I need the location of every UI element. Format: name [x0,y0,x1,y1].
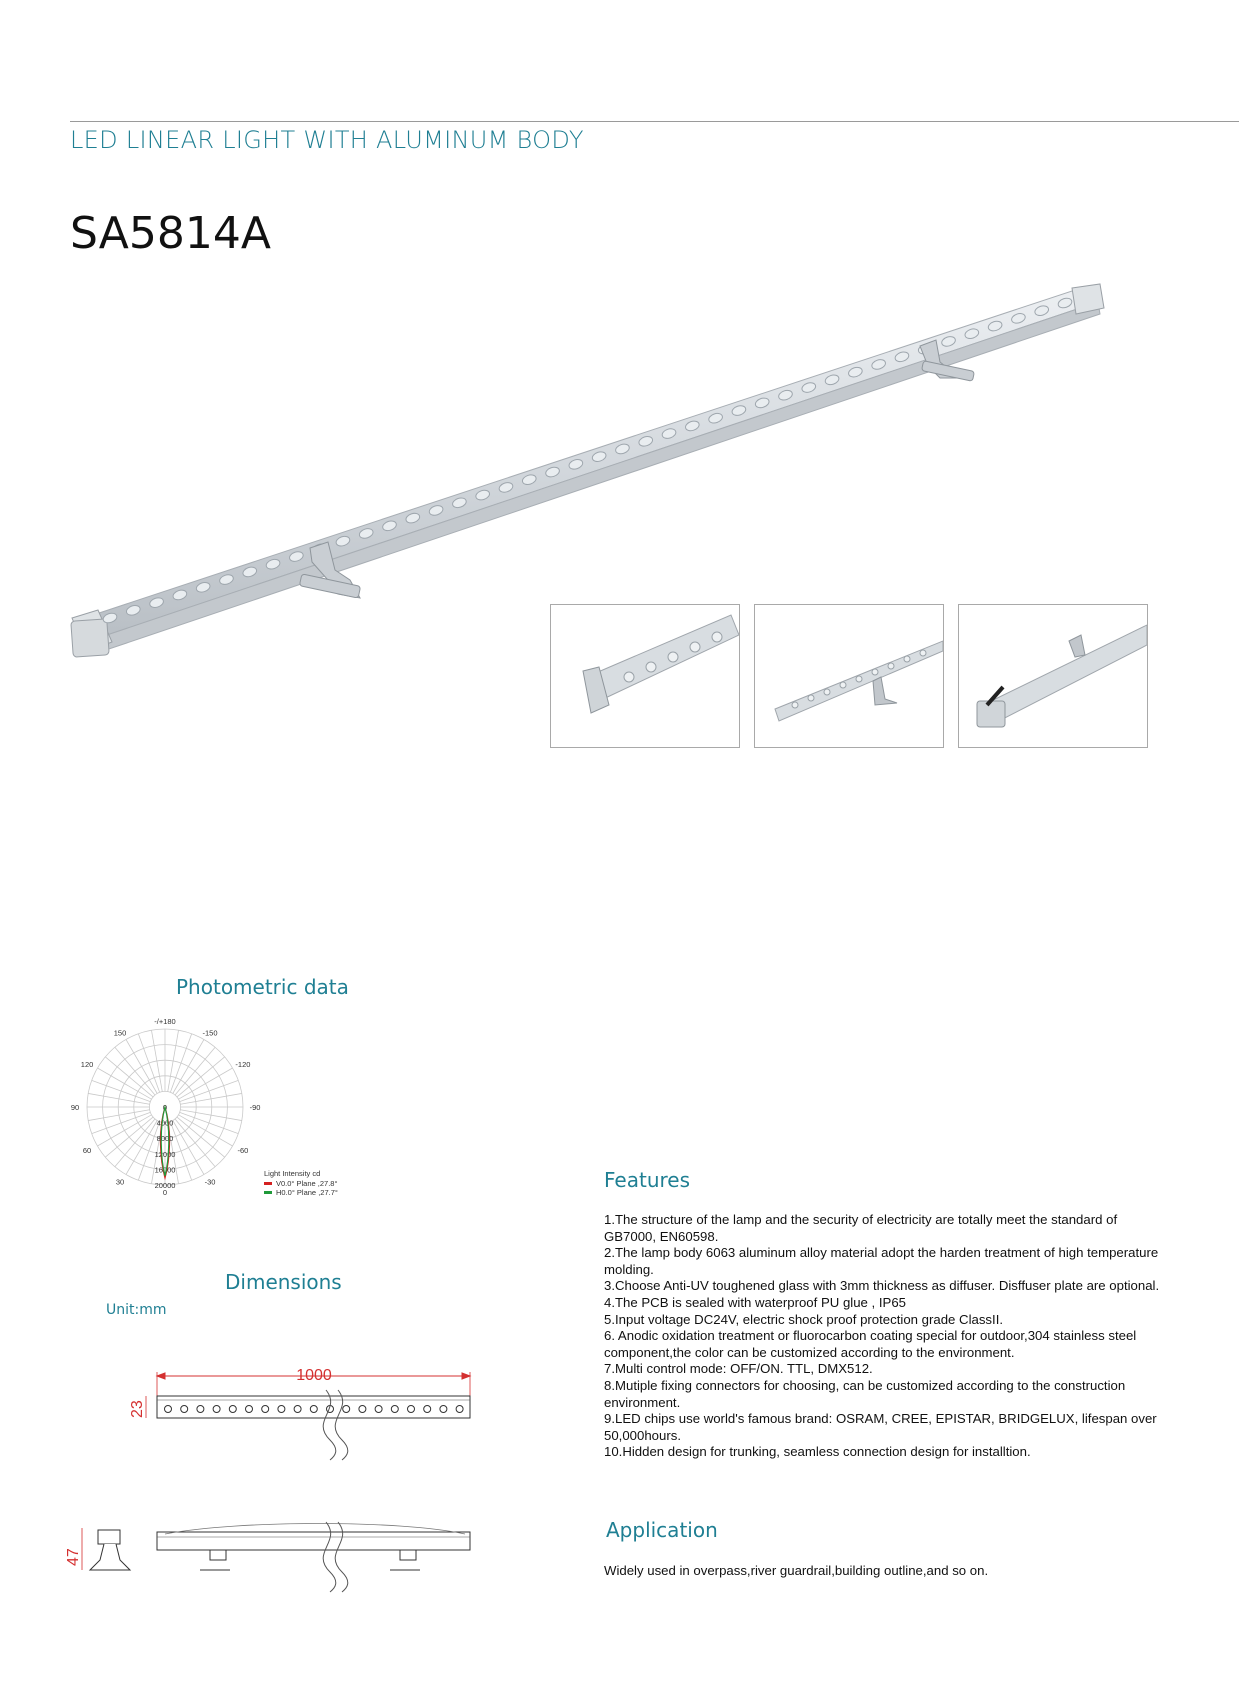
header-rule [70,121,1239,122]
polar-angle-label: -60 [237,1146,249,1155]
feature-item: 8.Mutiple fixing connectors for choosing, can be customized according to the construction environment. [604,1377,1126,1410]
model-number: SA5814A [70,208,271,259]
polar-spoke [88,1093,149,1104]
legend-item-v0: V0.0° Plane ,27.8° [276,1179,338,1188]
polar-spoke [180,1080,239,1101]
feature-item: 5.Input voltage DC24V, electric shock proof protection grade ClassII. [604,1311,1004,1327]
feature-item: 9.LED chips use world's famous brand: OSRAM, CREE, EPISTAR, BRIDGELUX, lifespan over 50,000hours. [604,1411,1157,1443]
feature-item: 7.Multi control mode: OFF/ON. TTL, DMX512. [604,1361,873,1377]
detail-thumbnail-cable[interactable] [958,604,1148,748]
feature-item: 2.The lamp body 6063 aluminum alloy material adopt the harden treatment of high temperature molding. [604,1245,1159,1277]
dimension-drawing [60,1360,480,1620]
polar-angle-label: -/+180 [154,1017,176,1026]
polar-angle-label: 60 [82,1146,92,1155]
polar-angle-label: -150 [202,1028,218,1038]
feature-item: 6. Anodic oxidation treatment or fluorocarbon coating special for outdoor,304 stainless steel component,the color can be customized according to the environment. [604,1328,1137,1360]
legend-title: Light Intensity cd [264,1169,321,1178]
product-subtitle: LED LINEAR LIGHT WITH ALUMINUM BODY [70,126,584,154]
feature-item: 1.The structure of the lamp and the security of electricity are totally meet the standard of GB7000, EN60598. [604,1212,1118,1244]
legend-swatch-h0 [264,1191,272,1194]
legend-swatch-v0 [264,1182,272,1185]
dimensions-heading: Dimensions [225,1270,342,1294]
features-list [604,1212,1164,1461]
polar-spoke [138,1034,159,1093]
bracket-height-dimension: 47 [65,1548,82,1566]
application-text: Widely used in overpass,river guardrail,building outline,and so on. [604,1563,989,1578]
polar-angle-label: -90 [249,1103,261,1112]
length-dimension: 1000 [296,1367,332,1384]
height-dimension: 23 [129,1400,146,1418]
polar-intensity-label: 8000 [156,1134,174,1144]
polar-angle-label: 0 [162,1188,168,1197]
legend-item-h0: H0.0° Plane ,27.7° [276,1188,338,1197]
polar-intensity-label: 4000 [156,1118,174,1128]
polar-spoke [180,1093,241,1104]
polar-angle-label: -120 [235,1060,251,1069]
polar-spoke [180,1110,241,1121]
polar-spoke [168,1030,179,1091]
photometric-heading: Photometric data [176,975,349,999]
polar-intensity-label: 12000 [154,1149,176,1159]
polar-intensity-label: 16000 [154,1165,176,1175]
polar-angle-label: -30 [204,1177,216,1187]
polar-spoke [170,1034,191,1093]
polar-intensity-label: 20000 [154,1181,176,1190]
polar-spoke [180,1112,239,1133]
feature-item: 3.Choose Anti-UV toughened glass with 3mm thickness as diffuser. Disffuser plate are optional. [604,1278,1160,1294]
polar-angle-label: 150 [113,1028,127,1038]
polar-spoke [88,1110,149,1121]
polar-angle-label: 120 [80,1060,94,1069]
feature-item: 4.The PCB is sealed with waterproof PU glue , IP65 [604,1294,906,1310]
polar-photometric-chart [60,1010,360,1210]
feature-item: 10.Hidden design for trunking, seamless connection design for installtion. [604,1444,1031,1460]
polar-intensity-label: 0 [162,1103,168,1112]
application-heading: Application [606,1518,718,1542]
features-heading: Features [604,1168,690,1192]
polar-spoke [151,1030,162,1091]
polar-spoke [92,1080,151,1101]
dimensions-unit: Unit:mm [106,1302,167,1318]
polar-spoke [92,1112,151,1133]
polar-angle-label: 30 [115,1177,125,1187]
detail-thumbnail-endcap[interactable] [550,604,740,748]
photometric-legend [264,1169,338,1197]
polar-angle-label: 90 [70,1103,80,1112]
detail-thumbnail-bracket[interactable] [754,604,944,748]
